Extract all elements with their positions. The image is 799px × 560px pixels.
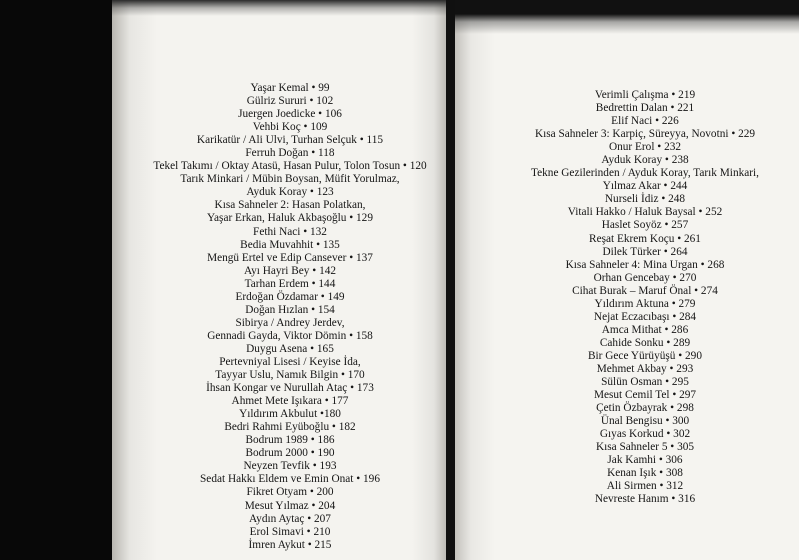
- toc-entry: Reşat Ekrem Koçu • 261: [589, 232, 701, 245]
- toc-entry: İhsan Kongar ve Nurullah Ataç • 173: [206, 382, 374, 395]
- toc-entry: Mesut Cemil Tel • 297: [593, 389, 697, 402]
- toc-entry: Yılmaz Akar • 244: [602, 180, 688, 193]
- toc-entry: Yıldırım Aktuna • 279: [594, 297, 696, 310]
- toc-entry: Nejat Eczacıbaşı • 284: [593, 310, 697, 323]
- left-page-top-shadow: [112, 0, 446, 16]
- right-page-top-shadow: [455, 0, 799, 34]
- toc-entry: Pertevniyal Lisesi / Keyise İda,: [219, 355, 361, 368]
- toc-entry: Karikatür / Ali Ulvi, Turhan Selçuk • 115: [196, 134, 384, 147]
- toc-entry: Tekel Takımı / Oktay Atasü, Hasan Pulur, Tolon Tosun • 120: [153, 160, 427, 173]
- toc-entry: İmren Aykut • 215: [248, 538, 332, 551]
- toc-entry: Nevreste Hanım • 316: [594, 493, 696, 506]
- toc-entry: Gıyas Korkud • 302: [599, 428, 691, 441]
- toc-entry: Cihat Burak – Maruf Önal • 274: [572, 284, 718, 297]
- toc-entry: Aydın Aytaç • 207: [249, 512, 331, 525]
- toc-entry: Amca Mithat • 286: [601, 323, 689, 336]
- toc-entry: Mengü Ertel ve Edip Cansever • 137: [207, 251, 373, 264]
- toc-entry: Yıldırım Akbulut •180: [239, 408, 341, 421]
- toc-entry: Yaşar Kemal • 99: [250, 82, 330, 94]
- toc-entry: Doğan Hızlan • 154: [245, 303, 335, 316]
- left-contents-list: [140, 82, 440, 552]
- toc-entry: Vitali Hakko / Haluk Baysal • 252: [567, 206, 723, 219]
- toc-entry: Haslet Soyöz • 257: [601, 219, 689, 232]
- toc-entry: Ali Sirmen • 312: [606, 480, 684, 493]
- toc-entry: Sibirya / Andrey Jerdev,: [235, 316, 345, 329]
- toc-entry: Kısa Sahneler 2: Hasan Polatkan,: [214, 199, 366, 212]
- toc-entry: Çetin Özbayrak • 298: [596, 402, 694, 415]
- toc-entry: Duygu Asena • 165: [246, 342, 334, 355]
- toc-entry: Onur Erol • 232: [608, 141, 682, 154]
- book-gutter: [446, 0, 455, 560]
- toc-entry: Mesut Yılmaz • 204: [244, 499, 336, 512]
- toc-entry: Sedat Hakkı Eldem ve Emin Onat • 196: [200, 473, 380, 486]
- toc-entry: Dilek Türker • 264: [602, 245, 688, 258]
- toc-entry: Yaşar Erkan, Haluk Akbaşoğlu • 129: [207, 212, 373, 225]
- toc-entry: Fikret Otyam • 200: [246, 486, 334, 499]
- toc-entry: Ayı Hayri Bey • 142: [243, 264, 337, 277]
- toc-entry: Cahide Sonku • 289: [599, 336, 691, 349]
- toc-entry: Ayduk Koray • 123: [246, 186, 334, 199]
- toc-entry: Bedri Rahmi Eyüboğlu • 182: [224, 421, 356, 434]
- toc-entry: Gülriz Sururi • 102: [246, 95, 334, 108]
- toc-entry: Bodrum 2000 • 190: [245, 447, 335, 460]
- toc-entry: Mehmet Akbay • 293: [596, 362, 694, 375]
- toc-entry: Sülün Osman • 295: [601, 376, 689, 389]
- toc-entry: Jak Kamhi • 306: [607, 454, 683, 467]
- toc-entry: Kenan Işık • 308: [607, 467, 683, 480]
- toc-entry: Erdoğan Özdamar • 149: [235, 290, 345, 303]
- toc-entry: Kısa Sahneler 5 • 305: [595, 441, 695, 454]
- toc-entry: Erol Simavi • 210: [249, 525, 331, 538]
- toc-entry: Tayyar Uslu, Namık Bilgin • 170: [215, 369, 365, 382]
- toc-entry: Ferruh Doğan • 118: [245, 147, 335, 160]
- toc-entry: Juergen Joedicke • 106: [238, 108, 342, 121]
- toc-entry: Ünal Bengisu • 300: [600, 415, 690, 428]
- toc-entry: Elif Naci • 226: [611, 115, 679, 128]
- toc-entry: Tarık Minkari / Mübin Boysan, Müfit Yorulmaz,: [180, 173, 400, 186]
- toc-entry: Fethi Naci • 132: [253, 225, 327, 238]
- toc-entry: Kısa Sahneler 3: Karpiç, Süreyya, Novotni • 229: [534, 128, 756, 141]
- toc-entry: Neyzen Tevfik • 193: [243, 460, 337, 473]
- toc-entry: Bodrum 1989 • 186: [245, 434, 335, 447]
- toc-entry: Bedia Muvahhit • 135: [240, 238, 340, 251]
- toc-entry: Tarhan Erdem • 144: [244, 277, 336, 290]
- toc-entry: Ayduk Koray • 238: [601, 154, 689, 167]
- toc-entry: Ahmet Mete Işıkara • 177: [231, 395, 349, 408]
- toc-entry: Bir Gece Yürüyüşü • 290: [588, 349, 702, 362]
- toc-entry: Kısa Sahneler 4: Mina Urgan • 268: [565, 258, 725, 271]
- toc-entry: Gennadi Gayda, Viktor Dömin • 158: [207, 329, 373, 342]
- toc-entry: Tekne Gezilerinden / Ayduk Koray, Tarık Minkari,: [531, 167, 759, 180]
- right-contents-list: [495, 89, 795, 507]
- toc-entry: Nurseli İdiz • 248: [604, 193, 686, 206]
- toc-entry: Verimli Çalışma • 219: [594, 89, 696, 101]
- toc-entry: Bedrettin Dalan • 221: [595, 102, 695, 115]
- toc-entry: Vehbi Koç • 109: [252, 121, 328, 134]
- toc-entry: Orhan Gencebay • 270: [593, 271, 697, 284]
